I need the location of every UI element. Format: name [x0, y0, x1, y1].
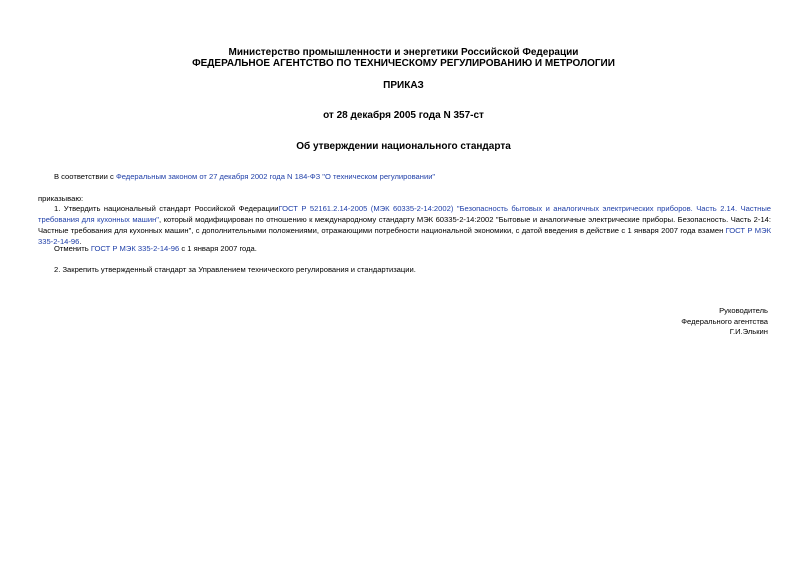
- decree-text: приказываю:: [38, 194, 84, 203]
- agency-title: ФЕДЕРАЛЬНОЕ АГЕНТСТВО ПО ТЕХНИЧЕСКОМУ РЕГУЛИРОВАНИЮ И МЕТРОЛОГИИ: [192, 58, 615, 69]
- signature-org: Федерального агентства: [681, 317, 768, 326]
- document-subject: Об утверждении национального стандарта: [296, 141, 511, 152]
- item-1-prefix: 1. Утвердить национальный стандарт Российской Федерации: [54, 204, 279, 213]
- date-number: от 28 декабря 2005 года N 357-ст: [323, 110, 484, 121]
- cancel-prefix: Отменить: [54, 244, 91, 253]
- basis-paragraph: [54, 171, 435, 182]
- item-1-middle: , который модифицирован по отношению к международному стандарту МЭК 60335-2-14:2002 "Бытовые и аналогичные электрические приборы. Безопасность. Часть 2-14: Частные требования для кухонных машин", с дополнительными положениями, отражающими потребности национальной экономики, с датой введения в действие с 1 января 2007 года взамен: [38, 215, 771, 235]
- item-2-paragraph: 2. Закрепить утвержденный стандарт за Управлением технического регулирования и стандартизации.: [54, 265, 416, 274]
- item-1-paragraph: [38, 203, 771, 247]
- gost-replaced-link[interactable]: ГОСТ Р МЭК 335-2-14-96: [38, 226, 771, 246]
- signature-name: Г.И.Элькин: [729, 327, 768, 336]
- cancel-paragraph: [54, 243, 257, 254]
- item-1-end: .: [79, 237, 82, 246]
- gost-cancel-link[interactable]: ГОСТ Р МЭК 335-2-14-96: [90, 244, 180, 253]
- gost-standard-link[interactable]: ГОСТ Р 52161.2.14-2005 (МЭК 60335-2-14:2002) "Безопасность бытовых и аналогичных электрических приборов. Часть 2.14. Частные требования для кухонных машин": [38, 204, 771, 224]
- basis-prefix: В соответствии с: [54, 172, 116, 181]
- signature-title: Руководитель: [719, 306, 768, 315]
- ministry-title: Министерство промышленности и энергетики Российской Федерации: [228, 47, 579, 58]
- document-type: ПРИКАЗ: [383, 80, 424, 91]
- cancel-suffix: с 1 января 2007 года.: [179, 244, 257, 253]
- federal-law-link[interactable]: Федеральным законом от 27 декабря 2002 года N 184-ФЗ "О техническом регулировании": [115, 172, 436, 181]
